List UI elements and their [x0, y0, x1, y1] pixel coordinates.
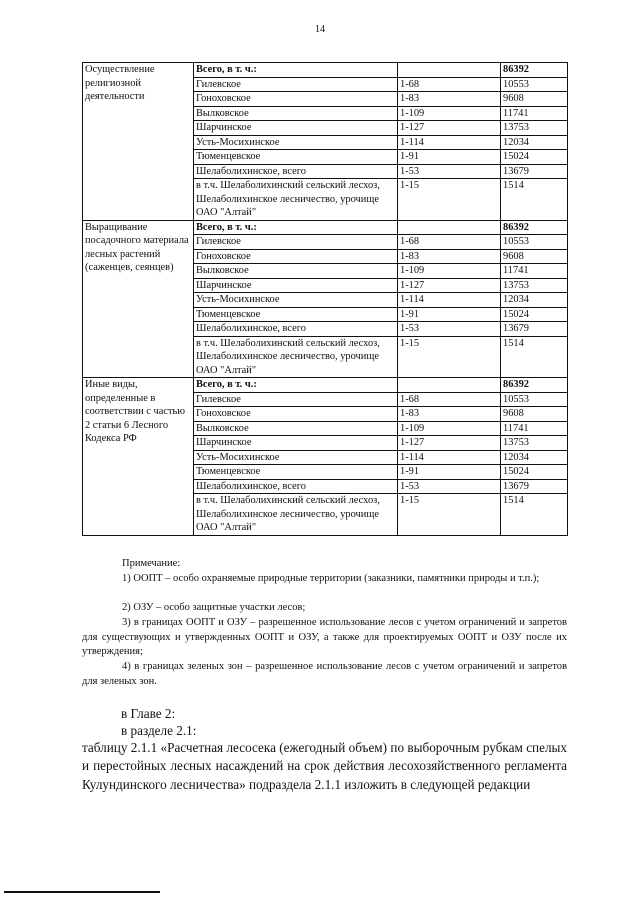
row-name: Всего, в т. ч.:: [194, 378, 398, 393]
row-name: Шарчинское: [194, 278, 398, 293]
row-quarters: 1-109: [398, 264, 501, 279]
row-quarters: 1-83: [398, 249, 501, 264]
row-value: 1514: [501, 494, 568, 536]
row-quarters: 1-15: [398, 494, 501, 536]
row-quarters: [398, 63, 501, 78]
row-value: 15024: [501, 150, 568, 165]
amendment-text: таблицу 2.1.1 «Расчетная лесосека (ежегодный объем) по выборочным рубкам спелых и перестойных лесных насаждений на срок действия лесохозяйственного регламента Кулундинского лесничества» подраздела 2.1.1 изложить в следующей редакции: [82, 740, 567, 792]
row-value: 12034: [501, 135, 568, 150]
note-item: 3) в границах ООПТ и ОЗУ – разрешенное использование лесов с учетом ограничений и запретов для существующих и утвержденных ООПТ и ОЗУ, а также для проектируемых ООПТ и ОЗУ после их утверждения;: [82, 617, 567, 658]
row-name: Гоноховское: [194, 407, 398, 422]
table-row: [83, 63, 568, 78]
row-name: Гоноховское: [194, 92, 398, 107]
row-quarters: 1-127: [398, 278, 501, 293]
row-value: 86392: [501, 220, 568, 235]
row-value: 86392: [501, 378, 568, 393]
row-name: Усть-Мосихинское: [194, 135, 398, 150]
row-value: 1514: [501, 179, 568, 221]
forest-use-table: [82, 62, 568, 536]
row-quarters: 1-68: [398, 235, 501, 250]
row-name: Вылковское: [194, 264, 398, 279]
row-quarters: 1-15: [398, 179, 501, 221]
row-name: Гилевское: [194, 77, 398, 92]
row-name: Гилевское: [194, 235, 398, 250]
row-name: в т.ч. Шелаболихинский сельский лесхоз, Шелаболихинское лесничество, урочище ОАО "Алтай": [194, 179, 398, 221]
section-label: Иные виды, определенные в соответствии с частью 2 статьи 6 Лесного Кодекса РФ: [83, 378, 194, 536]
row-value: 10553: [501, 392, 568, 407]
row-name: в т.ч. Шелаболихинский сельский лесхоз, Шелаболихинское лесничество, урочище ОАО "Алтай": [194, 494, 398, 536]
amendment-chapter: в Главе 2:: [121, 706, 176, 721]
row-value: 10553: [501, 77, 568, 92]
row-quarters: 1-83: [398, 92, 501, 107]
row-value: 13679: [501, 164, 568, 179]
row-name: Всего, в т. ч.:: [194, 220, 398, 235]
row-name: Гилевское: [194, 392, 398, 407]
row-quarters: 1-91: [398, 307, 501, 322]
row-name: Усть-Мосихинское: [194, 450, 398, 465]
row-value: 13679: [501, 479, 568, 494]
row-quarters: 1-109: [398, 421, 501, 436]
row-name: в т.ч. Шелаболихинский сельский лесхоз, Шелаболихинское лесничество, урочище ОАО "Алтай": [194, 336, 398, 378]
page-number: 14: [315, 24, 325, 35]
row-value: 86392: [501, 63, 568, 78]
row-value: 12034: [501, 450, 568, 465]
row-name: Тюменцевское: [194, 150, 398, 165]
footer-divider: [4, 891, 160, 893]
row-quarters: 1-91: [398, 150, 501, 165]
row-value: 13753: [501, 436, 568, 451]
row-value: 15024: [501, 307, 568, 322]
row-name: Шарчинское: [194, 436, 398, 451]
notes-title: Примечание:: [122, 558, 181, 569]
note-item: 4) в границах зеленых зон – разрешенное использование лесов с учетом ограничений и запретов для зеленых зон.: [82, 661, 567, 687]
table-row: [83, 378, 568, 393]
row-quarters: 1-53: [398, 479, 501, 494]
row-quarters: 1-68: [398, 77, 501, 92]
row-value: 1514: [501, 336, 568, 378]
row-value: 9608: [501, 249, 568, 264]
row-name: Тюменцевское: [194, 307, 398, 322]
note-item: 1) ООПТ – особо охраняемые природные территории (заказники, памятники природы и т.п.);: [122, 573, 540, 584]
note-item: 2) ОЗУ – особо защитные участки лесов;: [122, 602, 306, 613]
row-value: 9608: [501, 407, 568, 422]
row-name: Усть-Мосихинское: [194, 293, 398, 308]
row-quarters: 1-68: [398, 392, 501, 407]
amendment-section: в разделе 2.1:: [121, 723, 197, 738]
row-name: Вылковское: [194, 421, 398, 436]
row-value: 15024: [501, 465, 568, 480]
row-value: 13753: [501, 121, 568, 136]
row-value: 11741: [501, 106, 568, 121]
row-value: 13679: [501, 322, 568, 337]
section-label: Выращивание посадочного материала лесных растений (саженцев, сеянцев): [83, 220, 194, 378]
row-quarters: 1-91: [398, 465, 501, 480]
row-quarters: 1-83: [398, 407, 501, 422]
row-name: Вылковское: [194, 106, 398, 121]
row-quarters: 1-127: [398, 121, 501, 136]
row-quarters: 1-53: [398, 164, 501, 179]
row-quarters: 1-53: [398, 322, 501, 337]
row-value: 9608: [501, 92, 568, 107]
row-quarters: 1-114: [398, 450, 501, 465]
row-quarters: 1-114: [398, 293, 501, 308]
row-quarters: [398, 378, 501, 393]
row-value: 11741: [501, 421, 568, 436]
row-quarters: 1-109: [398, 106, 501, 121]
section-label: Осуществление религиозной деятельности: [83, 63, 194, 221]
row-name: Шелаболихинское, всего: [194, 479, 398, 494]
row-value: 12034: [501, 293, 568, 308]
row-name: Шарчинское: [194, 121, 398, 136]
row-value: 10553: [501, 235, 568, 250]
row-quarters: 1-15: [398, 336, 501, 378]
row-quarters: 1-114: [398, 135, 501, 150]
row-name: Тюменцевское: [194, 465, 398, 480]
row-value: 13753: [501, 278, 568, 293]
row-value: 11741: [501, 264, 568, 279]
row-name: Шелаболихинское, всего: [194, 164, 398, 179]
row-quarters: 1-127: [398, 436, 501, 451]
row-name: Гоноховское: [194, 249, 398, 264]
row-name: Всего, в т. ч.:: [194, 63, 398, 78]
row-name: Шелаболихинское, всего: [194, 322, 398, 337]
row-quarters: [398, 220, 501, 235]
table-row: [83, 220, 568, 235]
